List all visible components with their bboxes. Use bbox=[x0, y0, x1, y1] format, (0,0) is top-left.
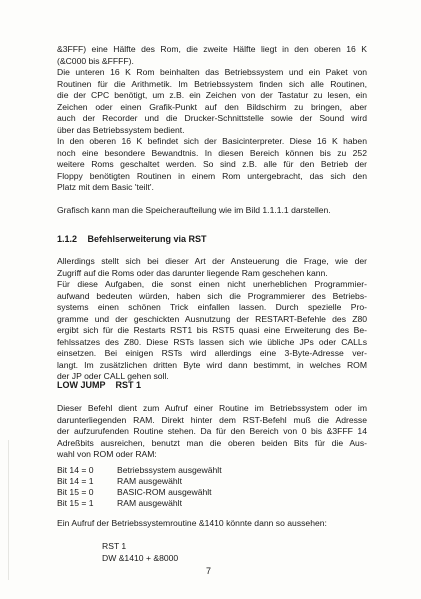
text-line: darunterliegenden RAM. Direkt hinter dem RST-Befehl muß die Adresse bbox=[57, 414, 367, 425]
bit-value: BASIC-ROM ausgewählt bbox=[117, 487, 212, 497]
code-example bbox=[102, 541, 178, 564]
bit-value: RAM ausgewählt bbox=[117, 476, 182, 486]
text-line: auch der Recorder und die Drucker-Schnittstelle sowie der Sound wird bbox=[57, 113, 367, 123]
text-line: Die unteren 16 K Rom beinhalten das Betriebssystem und ein Paket von bbox=[57, 67, 367, 77]
code-line: RST 1 bbox=[102, 541, 127, 551]
list-item bbox=[57, 498, 222, 509]
text-line: aufwand bedeuten würden, haben sich die Programmierer des Betriebs- bbox=[57, 290, 367, 301]
text-line: gramme und der geschickten Ausnutzung der RESTART-Befehle des Z80 bbox=[57, 313, 367, 324]
paragraph-low-jump bbox=[57, 403, 367, 461]
text-line: In den oberen 16 K befindet sich der Basicinterpreter. Diese 16 K haben bbox=[57, 136, 367, 146]
bit-key: Bit 15 = 0 bbox=[57, 487, 94, 497]
text-line: Adreßbits ausreichen, benutzt man die oberen beiden Bits für die Aus- bbox=[57, 437, 367, 448]
bit-key: Bit 15 = 1 bbox=[57, 498, 94, 508]
text-line: Routinen für die Arithmetik. Im Betriebssystem finden sich alle Routinen, bbox=[57, 78, 367, 89]
text-line: einsetzen. Bei einigen RSTs wird allerdings eine 3-Byte-Adresse ver- bbox=[57, 348, 367, 358]
list-item bbox=[57, 465, 222, 476]
bit-selection-list bbox=[57, 465, 222, 509]
text-line: (&C000 bis &FFFF). bbox=[57, 55, 134, 66]
text-line: Zugriff auf die Roms oder das darunter liegende Ram geschehen kann. bbox=[57, 267, 328, 278]
scan-margin-mark bbox=[8, 440, 9, 580]
text-line: noch eine besondere Bewandtnis. In diesen Bereich können bis zu 252 bbox=[57, 147, 367, 158]
code-line: DW &1410 + &8000 bbox=[102, 552, 179, 563]
subsection-code: RST 1 bbox=[115, 380, 142, 390]
text-line: die der CPC benötigt, um z.B. ein Zeichen von der Tastatur zu lesen, ein bbox=[57, 90, 367, 100]
section-number: 1.1.2 bbox=[57, 234, 78, 244]
text-line: Grafisch kann man die Speicheraufteilung wie im Bild 1.1.1.1 darstellen. bbox=[57, 205, 331, 215]
list-item bbox=[57, 476, 222, 487]
paragraph-rom-halves bbox=[57, 44, 367, 67]
bit-key: Bit 14 = 1 bbox=[57, 476, 94, 486]
list-item bbox=[57, 487, 222, 498]
text-line: Platz mit dem Basic 'teilt'. bbox=[57, 182, 154, 192]
text-line: fehlssatzes des Z80. Diese RSTs lassen sich wie übliche JPs oder CALLs bbox=[57, 336, 367, 347]
text-line: systems einen schönen Trick einfallen lassen. Durch spezielle Pro- bbox=[57, 302, 367, 312]
bit-value: RAM ausgewählt bbox=[117, 498, 182, 508]
text-line: ergibt sich für die Restarts RST1 bis RST5 quasi eine Erweiterung des Be- bbox=[57, 325, 367, 335]
bit-key: Bit 14 = 0 bbox=[57, 465, 94, 475]
page-number: 7 bbox=[206, 566, 212, 576]
paragraph-upper-rom bbox=[57, 136, 367, 194]
section-title: Befehlserweiterung via RST bbox=[87, 234, 207, 244]
paragraph-example-call bbox=[57, 518, 367, 530]
text-line: der JP oder CALL gehen soll. bbox=[57, 371, 169, 381]
text-line: Allerdings stellt sich bei dieser Art der Ansteuerung die Frage, wie der bbox=[57, 256, 367, 266]
paragraph-memory-figure bbox=[57, 205, 367, 217]
text-line: Ein Aufruf der Betriebssystemroutine &1410 könnte dann so aussehen: bbox=[57, 518, 327, 528]
subsection-heading bbox=[57, 380, 141, 390]
text-line: Zeichen oder einen Grafik-Punkt auf den Bildschirm zu bringen, aber bbox=[57, 101, 367, 112]
text-line: der aufzurufenden Routine stehen. Da für den Bereich von 0 bis &3FFF 14 bbox=[57, 426, 367, 436]
text-line: Für diese Aufgaben, die sonst einen nicht unerheblichen Programmier- bbox=[57, 279, 367, 289]
subsection-title: LOW JUMP bbox=[57, 380, 106, 390]
paragraph-rst-intro bbox=[57, 256, 367, 383]
section-heading bbox=[57, 234, 207, 244]
text-line: &3FFF) eine Hälfte des Rom, die zweite Hälfte liegt in den oberen 16 K bbox=[57, 44, 367, 54]
text-line: Floppy benötigten Routinen in einem Rom untergebracht, das sich den bbox=[57, 170, 367, 181]
bit-value: Betriebssystem ausgewählt bbox=[117, 465, 222, 475]
text-line: weitere Roms geschaltet werden. So sind z.B. alle für den Betrieb der bbox=[57, 159, 367, 169]
text-line: langt. Im zusätzlichen dritten Byte wird dann bestimmt, in welches ROM bbox=[57, 359, 367, 370]
text-line: wahl von ROM oder RAM: bbox=[57, 449, 157, 459]
paragraph-lower-rom bbox=[57, 67, 367, 136]
text-line: Dieser Befehl dient zum Aufruf einer Routine im Betriebssystem oder im bbox=[57, 403, 367, 413]
text-line: über das Betriebssystem bedient. bbox=[57, 124, 185, 135]
